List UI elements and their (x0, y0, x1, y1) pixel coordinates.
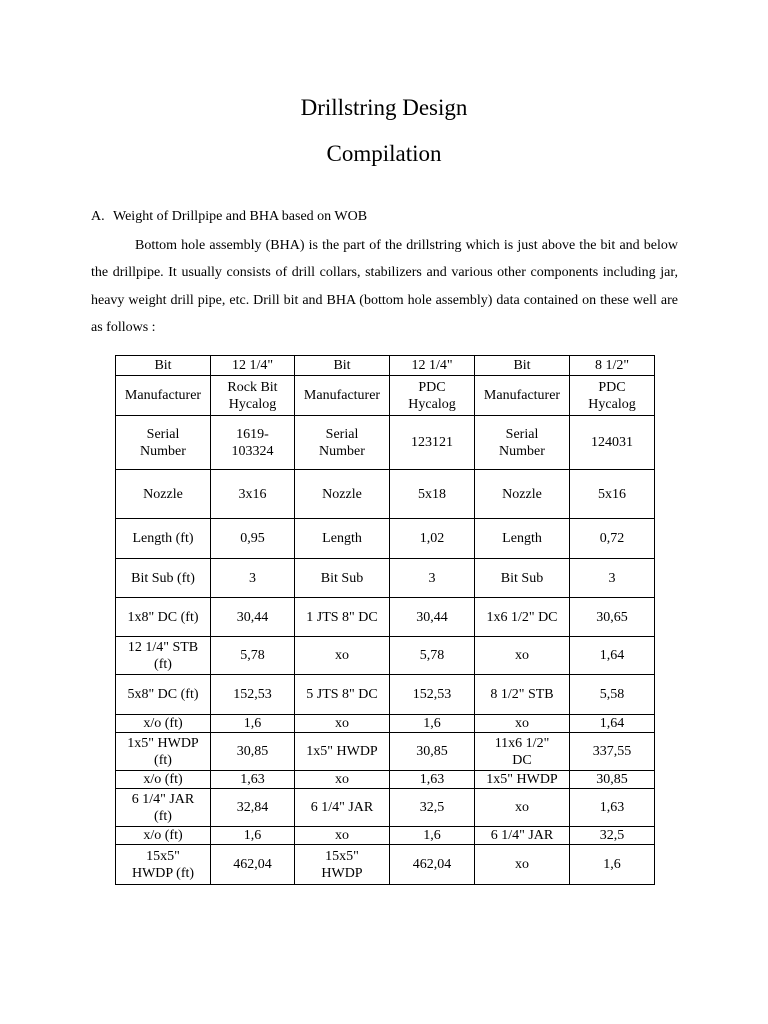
table-cell-label-c: xo (475, 789, 570, 827)
table-cell-value-b: 30,85 (390, 733, 475, 771)
bha-data-table (115, 355, 655, 885)
table-cell-value-c: 5x16 (570, 470, 655, 519)
table-row (116, 789, 655, 827)
table-cell-label-b: 1x5" HWDP (295, 733, 390, 771)
table-cell-label-b: Manufacturer (295, 376, 390, 416)
table-cell-value-b: 30,44 (390, 598, 475, 637)
table-cell-label-a: x/o (ft) (116, 771, 211, 789)
table-cell-label-a: 6 1/4" JAR (ft) (116, 789, 211, 827)
table-cell-value-c: 8 1/2" (570, 356, 655, 376)
table-cell-value-a: 30,85 (211, 733, 295, 771)
table-row (116, 416, 655, 470)
table-cell-label-b: Serial Number (295, 416, 390, 470)
table-cell-label-c: Serial Number (475, 416, 570, 470)
table-cell-label-c: 1x6 1/2" DC (475, 598, 570, 637)
table-cell-label-b: 6 1/4" JAR (295, 789, 390, 827)
table-cell-label-b: Bit (295, 356, 390, 376)
table-row (116, 470, 655, 519)
table-cell-label-b: xo (295, 637, 390, 675)
table-cell-value-c: 1,64 (570, 637, 655, 675)
table-cell-label-c: 6 1/4" JAR (475, 827, 570, 845)
table-cell-value-b: PDC Hycalog (390, 376, 475, 416)
table-cell-value-b: 1,02 (390, 519, 475, 559)
table-cell-label-a: Length (ft) (116, 519, 211, 559)
table-row (116, 771, 655, 789)
table-cell-label-c: Nozzle (475, 470, 570, 519)
table-cell-label-a: Manufacturer (116, 376, 211, 416)
table-cell-label-a: 15x5" HWDP (ft) (116, 845, 211, 885)
table-cell-value-b: 5x18 (390, 470, 475, 519)
table-cell-label-a: x/o (ft) (116, 715, 211, 733)
table-row (116, 637, 655, 675)
table-cell-label-c: Manufacturer (475, 376, 570, 416)
table-cell-label-a: x/o (ft) (116, 827, 211, 845)
table-cell-label-b: 15x5" HWDP (295, 845, 390, 885)
table-cell-label-b: Nozzle (295, 470, 390, 519)
table-cell-value-c: 30,65 (570, 598, 655, 637)
table-cell-label-a: 1x8" DC (ft) (116, 598, 211, 637)
table-cell-label-c: xo (475, 845, 570, 885)
table-cell-label-c: 1x5" HWDP (475, 771, 570, 789)
table-cell-value-b: 32,5 (390, 789, 475, 827)
table-cell-label-b: 1 JTS 8" DC (295, 598, 390, 637)
section-heading-text: Weight of Drillpipe and BHA based on WOB (113, 209, 368, 224)
table-cell-value-c: 1,6 (570, 845, 655, 885)
table-cell-value-a: 1,63 (211, 771, 295, 789)
table-cell-value-c: 124031 (570, 416, 655, 470)
table-cell-value-a: 32,84 (211, 789, 295, 827)
section-heading (91, 207, 367, 227)
document-title-line-2: Compilation (326, 141, 442, 166)
table-row (116, 827, 655, 845)
table-cell-value-a: 462,04 (211, 845, 295, 885)
table-cell-value-a: 3x16 (211, 470, 295, 519)
table-cell-value-c: 3 (570, 559, 655, 598)
table-cell-value-a: 152,53 (211, 675, 295, 715)
table-row (116, 598, 655, 637)
table-cell-value-c: 30,85 (570, 771, 655, 789)
table-cell-value-c: 5,58 (570, 675, 655, 715)
section-number: A. (91, 209, 105, 224)
table-cell-label-c: xo (475, 715, 570, 733)
table-cell-value-b: 462,04 (390, 845, 475, 885)
table-cell-value-b: 12 1/4" (390, 356, 475, 376)
table-cell-value-c: 0,72 (570, 519, 655, 559)
table-cell-label-b: xo (295, 827, 390, 845)
table-cell-value-b: 152,53 (390, 675, 475, 715)
table-cell-value-b: 3 (390, 559, 475, 598)
table-row (116, 376, 655, 416)
table-cell-value-a: 30,44 (211, 598, 295, 637)
table-cell-label-b: Length (295, 519, 390, 559)
table-cell-label-a: Bit Sub (ft) (116, 559, 211, 598)
table-cell-label-b: xo (295, 771, 390, 789)
body-paragraph: Bottom hole assembly (BHA) is the part of the drillstring which is just above the bit and below the drillpipe. It usually consists of drill collars, stabilizers and various other components including jar, heavy weight drill pipe, etc. Drill bit and BHA (bottom hole assembly) data contained on these well are as follows : (91, 238, 678, 335)
table-row (116, 715, 655, 733)
table-cell-value-a: 0,95 (211, 519, 295, 559)
table-cell-value-a: 3 (211, 559, 295, 598)
table-cell-label-c: xo (475, 637, 570, 675)
table-cell-value-b: 5,78 (390, 637, 475, 675)
table-cell-label-a: Bit (116, 356, 211, 376)
table-cell-value-a: 5,78 (211, 637, 295, 675)
table-cell-value-b: 1,6 (390, 715, 475, 733)
table-cell-value-c: PDC Hycalog (570, 376, 655, 416)
table-cell-label-c: 11x6 1/2" DC (475, 733, 570, 771)
table-cell-label-a: Nozzle (116, 470, 211, 519)
table-cell-value-a: 1,6 (211, 827, 295, 845)
document-title-line-1: Drillstring Design (300, 95, 468, 120)
table-row (116, 733, 655, 771)
table-cell-value-b: 1,63 (390, 771, 475, 789)
table-cell-value-c: 1,63 (570, 789, 655, 827)
table-row (116, 356, 655, 376)
table-cell-value-a: 1619- 103324 (211, 416, 295, 470)
table-cell-label-c: 8 1/2" STB (475, 675, 570, 715)
table-row (116, 675, 655, 715)
table-cell-label-c: Bit Sub (475, 559, 570, 598)
table-cell-value-c: 337,55 (570, 733, 655, 771)
table-cell-value-c: 32,5 (570, 827, 655, 845)
table-row (116, 519, 655, 559)
table-cell-label-b: xo (295, 715, 390, 733)
table-cell-label-a: Serial Number (116, 416, 211, 470)
table-cell-value-b: 123121 (390, 416, 475, 470)
table-row (116, 559, 655, 598)
table-cell-value-a: Rock Bit Hycalog (211, 376, 295, 416)
table-cell-value-b: 1,6 (390, 827, 475, 845)
table-cell-label-c: Bit (475, 356, 570, 376)
table-cell-value-a: 1,6 (211, 715, 295, 733)
table-cell-label-c: Length (475, 519, 570, 559)
table-cell-value-c: 1,64 (570, 715, 655, 733)
table-cell-value-a: 12 1/4" (211, 356, 295, 376)
table-cell-label-a: 5x8" DC (ft) (116, 675, 211, 715)
table-cell-label-a: 12 1/4" STB (ft) (116, 637, 211, 675)
bha-table-body (116, 356, 655, 885)
table-cell-label-b: 5 JTS 8" DC (295, 675, 390, 715)
table-row (116, 845, 655, 885)
table-cell-label-a: 1x5" HWDP (ft) (116, 733, 211, 771)
table-cell-label-b: Bit Sub (295, 559, 390, 598)
